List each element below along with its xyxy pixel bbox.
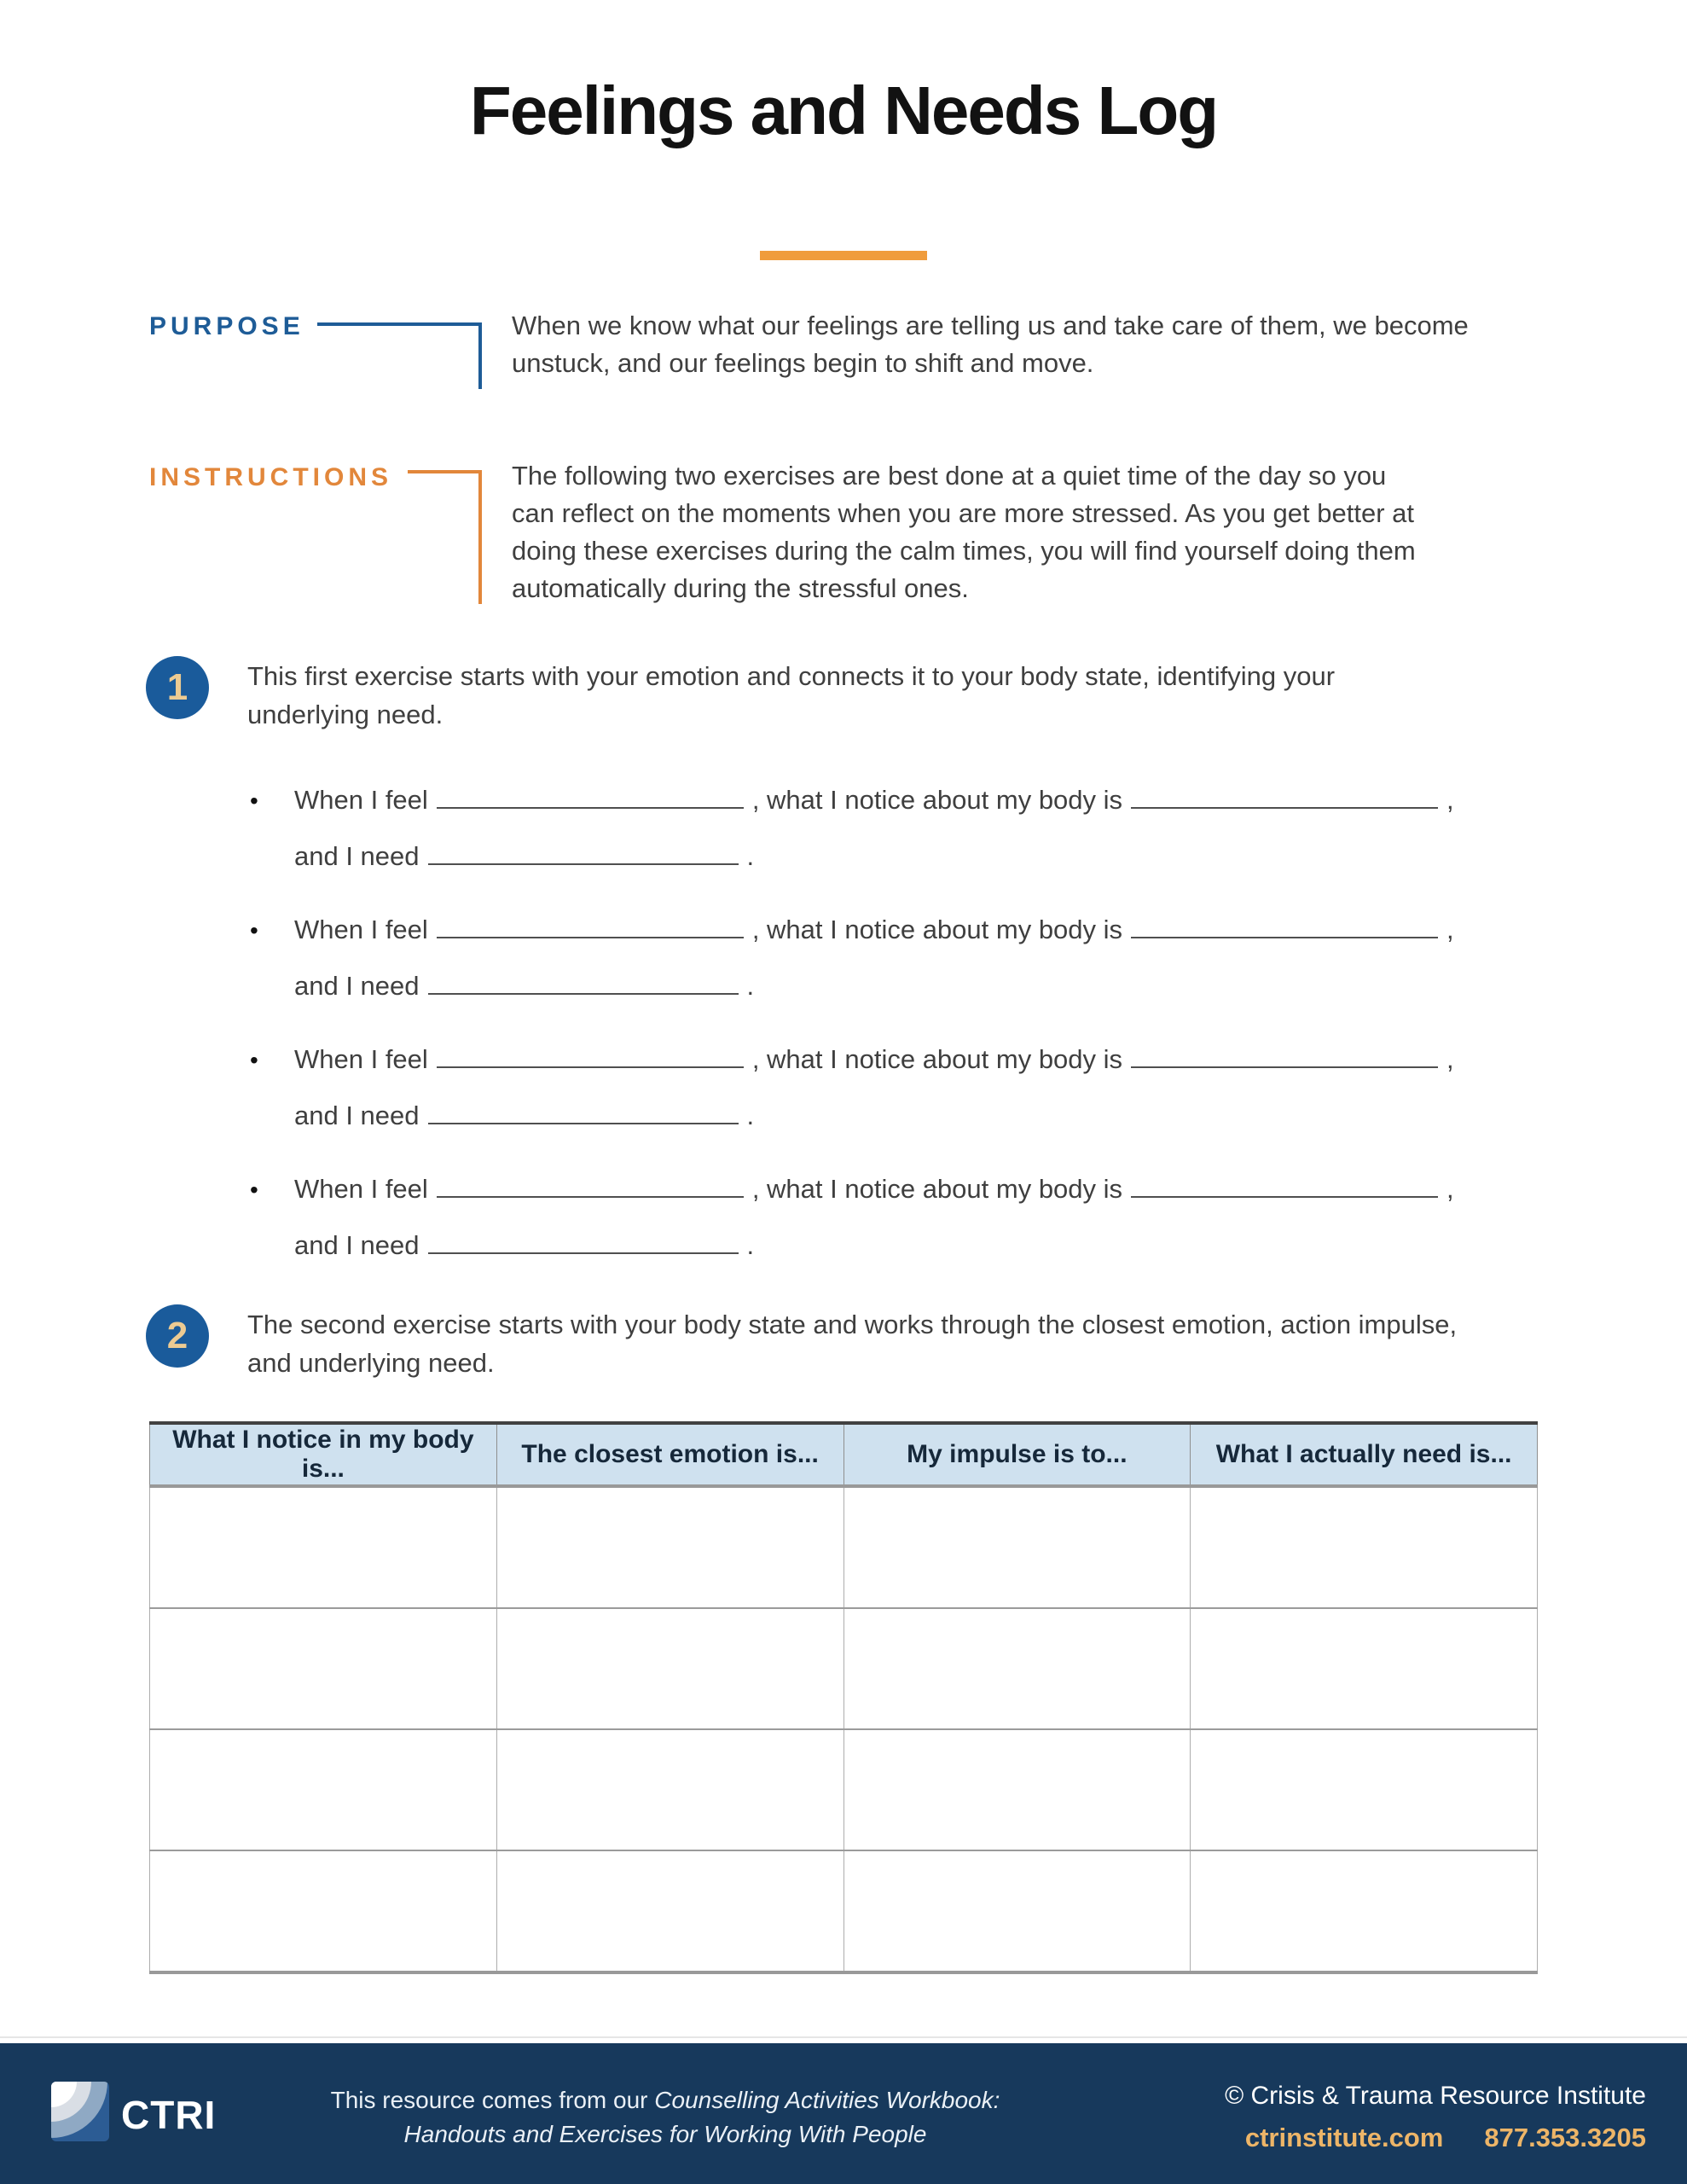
empty-cell	[496, 1729, 844, 1850]
bullet-mid-text: , what I notice about my body is	[751, 1174, 1123, 1204]
bullet-lead-text: When I feel	[294, 785, 428, 815]
instructions-text	[512, 457, 1416, 607]
bullet-need-text: and I need	[294, 1230, 420, 1260]
bullet-line-2	[294, 964, 1454, 1001]
footer-top-divider	[0, 2036, 1687, 2038]
bullet-tail-text: ,	[1446, 785, 1454, 815]
feeling-blank-line	[437, 1037, 744, 1068]
exercise-1-description	[247, 657, 1335, 734]
fill-in-bullet-3	[250, 1037, 1454, 1128]
body-notice-blank-line	[1131, 1167, 1438, 1198]
footer-contact-line	[1225, 2123, 1646, 2153]
footer-source-text	[281, 2083, 1049, 2152]
instructions-line-1: The following two exercises are best done at a quiet time of the day so you	[512, 461, 1387, 491]
need-blank-line	[428, 834, 739, 865]
table-row	[150, 1729, 1538, 1850]
bullet-lead-text: When I feel	[294, 1044, 428, 1074]
empty-cell	[844, 1850, 1191, 1972]
footer-source-line-2: Handouts and Exercises for Working With People	[403, 2121, 927, 2147]
empty-cell	[844, 1729, 1191, 1850]
empty-cell	[844, 1486, 1191, 1608]
exercise-2-line-1: The second exercise starts with your body state and works through the closest emotion, action impulse,	[247, 1310, 1458, 1339]
table-row	[150, 1486, 1538, 1608]
bullet-line-2	[294, 1223, 1454, 1258]
ctri-logo-icon	[51, 2082, 109, 2141]
footer-contact-block	[1225, 2082, 1646, 2153]
empty-cell	[150, 1729, 497, 1850]
instructions-label: INSTRUCTIONS	[149, 463, 392, 491]
need-blank-line	[428, 964, 739, 995]
bullet-line-2	[294, 834, 1454, 871]
fill-in-bullet-1	[250, 778, 1454, 871]
bullet-period: .	[746, 1101, 755, 1130]
empty-cell	[496, 1608, 844, 1729]
footer-source-line-1	[281, 2083, 1049, 2117]
ctri-logo-text: CTRI	[121, 2093, 217, 2137]
bullet-line-1	[250, 1037, 1454, 1072]
fill-in-bullet-2	[250, 908, 1454, 1001]
empty-cell	[150, 1850, 497, 1972]
bullet-need-text: and I need	[294, 841, 420, 871]
empty-cell	[496, 1486, 844, 1608]
instructions-bracket-horizontal	[408, 470, 482, 473]
body-emotion-log-table	[149, 1421, 1538, 1974]
title-divider-bar	[760, 251, 927, 260]
feeling-blank-line	[437, 1167, 744, 1198]
exercise-1-number-badge: 1	[146, 656, 209, 719]
feeling-blank-line	[437, 778, 744, 809]
bullet-dot: •	[250, 1176, 258, 1203]
footer-source-prefix: This resource comes from our	[330, 2087, 655, 2113]
need-blank-line	[428, 1094, 739, 1124]
body-notice-blank-line	[1131, 908, 1438, 938]
purpose-line-2: unstuck, and our feelings begin to shift and move.	[512, 348, 1094, 378]
instructions-bracket-vertical	[478, 470, 482, 604]
empty-cell	[150, 1486, 497, 1608]
purpose-bracket-vertical	[478, 322, 482, 389]
exercise-2-line-2: and underlying need.	[247, 1348, 495, 1378]
empty-cell	[1191, 1608, 1538, 1729]
bullet-period: .	[746, 1230, 755, 1260]
bullet-line-2	[294, 1094, 1454, 1128]
purpose-bracket-horizontal	[317, 322, 482, 326]
bullet-line-1	[250, 908, 1454, 942]
instructions-line-3: doing these exercises during the calm times, you will find yourself doing them	[512, 536, 1416, 566]
footer-workbook-title: Counselling Activities Workbook:	[654, 2087, 1000, 2113]
column-header-need: What I actually need is...	[1191, 1423, 1538, 1486]
footer-phone: 877.353.3205	[1484, 2123, 1646, 2152]
bullet-dot: •	[250, 917, 258, 944]
bullet-tail-text: ,	[1446, 1044, 1454, 1074]
bullet-mid-text: , what I notice about my body is	[751, 915, 1123, 944]
table-header-row	[150, 1423, 1538, 1486]
footer-website: ctrinstitute.com	[1244, 2123, 1444, 2152]
bullet-dot: •	[250, 787, 258, 814]
bullet-need-text: and I need	[294, 971, 420, 1001]
purpose-line-1: When we know what our feelings are telling us and take care of them, we become	[512, 311, 1469, 340]
bullet-dot: •	[250, 1047, 258, 1073]
fill-in-bullet-4	[250, 1167, 1454, 1258]
purpose-label: PURPOSE	[149, 312, 304, 340]
page-title: Feelings and Needs Log	[469, 73, 1218, 148]
table-row	[150, 1850, 1538, 1972]
empty-cell	[1191, 1850, 1538, 1972]
exercise-1-line-1: This first exercise starts with your emotion and connects it to your body state, identifying your	[247, 661, 1336, 691]
instructions-line-2: can reflect on the moments when you are more stressed. As you get better at	[512, 498, 1414, 528]
empty-cell	[1191, 1729, 1538, 1850]
body-notice-blank-line	[1131, 1037, 1438, 1068]
bullet-need-text: and I need	[294, 1101, 420, 1130]
bullet-period: .	[746, 841, 755, 871]
bullet-tail-text: ,	[1446, 1174, 1454, 1204]
instructions-line-4: automatically during the stressful ones.	[512, 573, 969, 603]
column-header-body: What I notice in my body is...	[150, 1423, 497, 1486]
table-row	[150, 1608, 1538, 1729]
need-blank-line	[428, 1223, 739, 1254]
exercise-1-line-2: underlying need.	[247, 700, 443, 729]
empty-cell	[1191, 1486, 1538, 1608]
empty-cell	[150, 1608, 497, 1729]
bullet-lead-text: When I feel	[294, 1174, 428, 1204]
exercise-2-number-badge: 2	[146, 1304, 209, 1368]
bullet-lead-text: When I feel	[294, 915, 428, 944]
footer-copyright: © Crisis & Trauma Resource Institute	[1225, 2082, 1646, 2110]
exercise-2-description	[247, 1305, 1457, 1382]
bullet-mid-text: , what I notice about my body is	[751, 1044, 1123, 1074]
bullet-mid-text: , what I notice about my body is	[751, 785, 1123, 815]
empty-cell	[496, 1850, 844, 1972]
bullet-period: .	[746, 971, 755, 1001]
column-header-impulse: My impulse is to...	[844, 1423, 1191, 1486]
bullet-tail-text: ,	[1446, 915, 1454, 944]
purpose-text	[512, 307, 1469, 382]
bullet-line-1	[250, 778, 1454, 815]
empty-cell	[844, 1608, 1191, 1729]
column-header-emotion: The closest emotion is...	[496, 1423, 844, 1486]
feeling-blank-line	[437, 908, 744, 938]
body-notice-blank-line	[1131, 778, 1438, 809]
bullet-line-1	[250, 1167, 1454, 1204]
